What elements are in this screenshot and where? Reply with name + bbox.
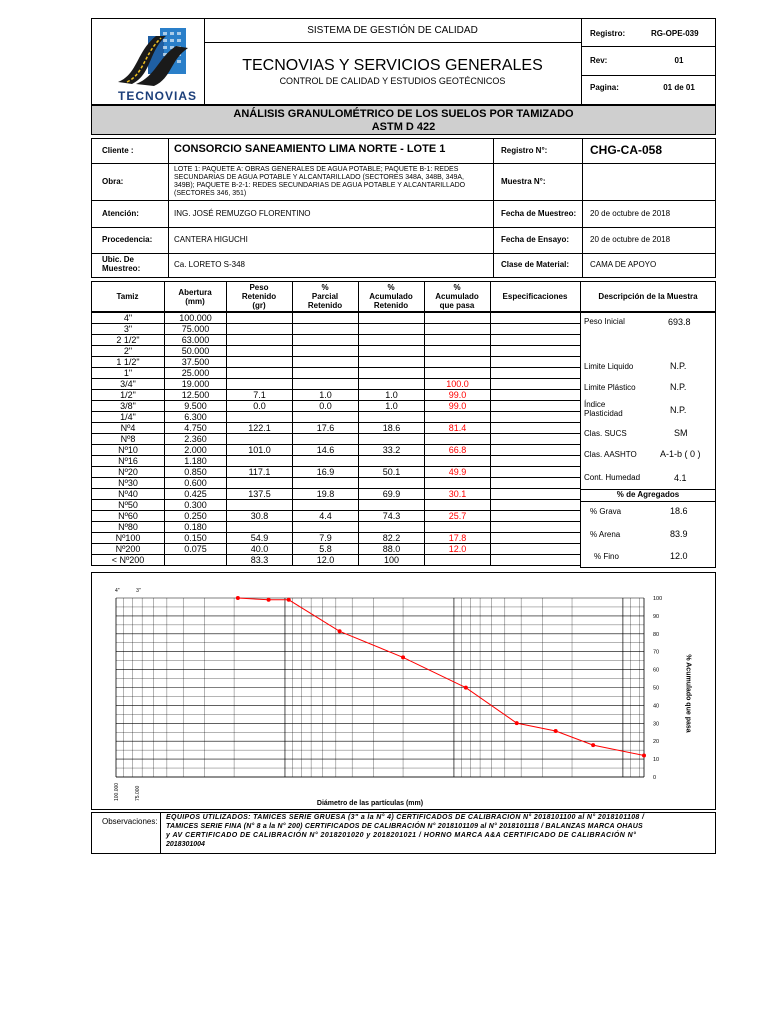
table-cell: 1.180 <box>165 456 227 467</box>
col-abertura-1: Abertura <box>178 288 212 297</box>
indice-value: N.P. <box>670 405 687 415</box>
table-cell: 12.0 <box>425 544 491 555</box>
table-cell: 83.3 <box>227 555 293 566</box>
table-cell: 2 1/2" <box>92 335 165 346</box>
table-cell <box>165 555 227 566</box>
table-row <box>92 511 581 522</box>
y-tick-label: 90 <box>653 613 660 620</box>
col-parcial-2: Parcial <box>311 292 339 301</box>
table-cell <box>227 368 293 379</box>
spec-cell <box>491 533 581 544</box>
spec-cell <box>491 511 581 522</box>
table-cell: Nº200 <box>92 544 165 555</box>
table-row <box>92 467 581 478</box>
registro-value: RG-OPE-039 <box>651 29 699 38</box>
cliente-label: Cliente : <box>102 146 134 155</box>
table-cell <box>425 324 491 335</box>
table-cell <box>425 434 491 445</box>
humedad-value: 4.1 <box>674 473 687 483</box>
limite-plastico-value: N.P. <box>670 382 687 392</box>
table-cell <box>359 522 425 533</box>
table-cell: 14.6 <box>293 445 359 456</box>
sieve-table <box>91 312 581 566</box>
table-cell: 25.7 <box>425 511 491 522</box>
spec-cell <box>491 544 581 555</box>
table-cell <box>425 346 491 357</box>
col-acumret-1: % <box>387 283 395 292</box>
series-line <box>238 598 644 756</box>
ubic-value: Ca. LORETO S-348 <box>174 260 245 269</box>
col-parcial-3: Retenido <box>307 301 343 310</box>
logo-text: TECNOVIAS <box>118 89 198 103</box>
table-cell: 9.500 <box>165 401 227 412</box>
table-cell: 37.500 <box>165 357 227 368</box>
limite-plastico-label: Limite Plástico <box>584 383 636 392</box>
table-cell: 19.000 <box>165 379 227 390</box>
spec-cell <box>491 401 581 412</box>
table-row <box>92 357 581 368</box>
table-row <box>92 401 581 412</box>
table-cell: 49.9 <box>425 467 491 478</box>
humedad-label: Cont. Humedad <box>584 473 641 482</box>
col-acumpasa-3: que pasa <box>439 301 475 310</box>
table-row <box>92 544 581 555</box>
table-cell: 2.360 <box>165 434 227 445</box>
table-cell <box>425 456 491 467</box>
table-cell <box>359 357 425 368</box>
data-point <box>267 598 271 602</box>
table-cell: Nº10 <box>92 445 165 456</box>
table-cell <box>227 346 293 357</box>
table-cell: Nº30 <box>92 478 165 489</box>
table-row <box>92 412 581 423</box>
grain-size-chart <box>91 572 716 810</box>
table-cell <box>425 357 491 368</box>
table-cell: Nº50 <box>92 500 165 511</box>
arena-value: 83.9 <box>670 529 688 539</box>
spec-cell <box>491 555 581 566</box>
table-cell: 0.180 <box>165 522 227 533</box>
table-row <box>92 335 581 346</box>
table-cell <box>359 379 425 390</box>
table-cell <box>359 346 425 357</box>
registro-label: Registro: <box>590 29 626 38</box>
table-cell <box>293 357 359 368</box>
table-cell: 17.6 <box>293 423 359 434</box>
table-cell: 19.8 <box>293 489 359 500</box>
fecha-muestreo-value: 20 de octubre de 2018 <box>590 209 671 218</box>
data-point <box>591 743 595 747</box>
y-tick-label: 0 <box>653 775 657 781</box>
table-cell <box>293 335 359 346</box>
table-cell: Nº100 <box>92 533 165 544</box>
table-cell: 1.0 <box>293 390 359 401</box>
fecha-ensayo-label: Fecha de Ensayo: <box>501 235 570 244</box>
grava-label: % Grava <box>590 507 622 516</box>
table-cell: 0.300 <box>165 500 227 511</box>
table-cell: 54.9 <box>227 533 293 544</box>
table-cell <box>425 522 491 533</box>
spec-cell <box>491 522 581 533</box>
table-cell: 88.0 <box>359 544 425 555</box>
series-points <box>236 596 646 758</box>
y-tick-label: 100 <box>653 596 663 602</box>
x-tick-labels <box>114 588 141 801</box>
table-cell <box>359 500 425 511</box>
obra-line-1: LOTE 1: PAQUETE A: OBRAS GENERALES DE AGUA POTABLE; PAQUETE B-1: REDES <box>174 166 459 173</box>
table-cell <box>227 324 293 335</box>
grava-value: 18.6 <box>670 506 688 516</box>
spec-cell <box>491 357 581 368</box>
table-cell: 50.000 <box>165 346 227 357</box>
top-sieve-label: 3" <box>136 588 141 594</box>
observaciones-line-3: y AV CERTIFICADO DE CALIBRACIÓN N° 2018201020 y 2018201021 / HORNO MARCA A&A CERTIFICADO DE CALIBRACIÓN N° <box>166 832 637 839</box>
observaciones-line-2: TAMICES SERIE FINA (N° 8 a la N° 200) CERTIFICADOS DE CALIBRACIÓN N° 2018101109 al N° 2018101118 / BALANZAS MARCA OHAUS <box>166 823 643 830</box>
y-tick-label: 40 <box>653 703 660 710</box>
spec-cell <box>491 335 581 346</box>
table-row <box>92 522 581 533</box>
table-row <box>92 368 581 379</box>
table-cell <box>227 412 293 423</box>
table-cell: 0.850 <box>165 467 227 478</box>
sucs-value: SM <box>674 428 688 438</box>
table-cell <box>227 335 293 346</box>
col-especificaciones: Especificaciones <box>502 292 568 301</box>
table-cell: 100.000 <box>165 313 227 324</box>
data-point <box>554 729 558 733</box>
col-parcial-1: % <box>321 283 329 292</box>
table-cell: 137.5 <box>227 489 293 500</box>
obra-label: Obra: <box>102 177 124 186</box>
table-cell <box>425 335 491 346</box>
table-cell <box>227 478 293 489</box>
table-cell <box>293 313 359 324</box>
table-cell: 6.300 <box>165 412 227 423</box>
table-row <box>92 379 581 390</box>
spec-cell <box>491 324 581 335</box>
indice-label-1: Índice <box>584 400 606 409</box>
table-cell: 0.150 <box>165 533 227 544</box>
table-cell: 82.2 <box>359 533 425 544</box>
table-cell <box>425 500 491 511</box>
table-cell: 12.0 <box>293 555 359 566</box>
spec-cell <box>491 423 581 434</box>
sucs-label: Clas. SUCS <box>584 429 627 438</box>
table-cell: 1 1/2" <box>92 357 165 368</box>
company-subtitle: CONTROL DE CALIDAD Y ESTUDIOS GEOTÉCNICOS <box>279 76 506 86</box>
table-row <box>92 478 581 489</box>
spec-cell <box>491 445 581 456</box>
table-row <box>92 500 581 511</box>
y-axis-label: % Acumulado que pasa <box>684 654 692 733</box>
spec-cell <box>491 478 581 489</box>
table-cell <box>293 368 359 379</box>
spec-cell <box>491 489 581 500</box>
table-cell <box>227 522 293 533</box>
table-cell: 33.2 <box>359 445 425 456</box>
registro-n-label: Registro N°: <box>501 146 548 155</box>
table-cell: 117.1 <box>227 467 293 478</box>
table-cell <box>425 368 491 379</box>
obra-line-2: SECUNDARIAS DE AGUA POTABLE Y ALCANTARILLADO (SECTORES 348A, 348B, 349A, <box>174 174 464 181</box>
y-tick-label: 80 <box>653 631 660 638</box>
table-row <box>92 313 581 324</box>
table-cell: 30.1 <box>425 489 491 500</box>
table-cell: 100 <box>359 555 425 566</box>
table-cell <box>227 434 293 445</box>
col-peso-3: (gr) <box>252 301 266 310</box>
table-cell: 4.750 <box>165 423 227 434</box>
table-cell <box>293 346 359 357</box>
table-cell: 1" <box>92 368 165 379</box>
chart-grid <box>116 598 644 777</box>
data-point <box>464 686 468 690</box>
col-peso-1: Peso <box>249 283 269 292</box>
table-cell <box>359 335 425 346</box>
report-title-line1: ANÁLISIS GRANULOMÉTRICO DE LOS SUELOS POR TAMIZADO <box>233 108 574 120</box>
table-cell: 5.8 <box>293 544 359 555</box>
table-cell: 40.0 <box>227 544 293 555</box>
table-row <box>92 555 581 566</box>
table-cell: < Nº200 <box>92 555 165 566</box>
table-cell: 69.9 <box>359 489 425 500</box>
table-cell: 4.4 <box>293 511 359 522</box>
table-cell: 63.000 <box>165 335 227 346</box>
agregados-header: % de Agregados <box>616 490 680 499</box>
observaciones-label: Observaciones: <box>102 817 158 826</box>
table-cell: 18.6 <box>359 423 425 434</box>
pagina-label: Pagina: <box>590 83 619 92</box>
table-cell <box>359 324 425 335</box>
data-point <box>338 629 342 633</box>
col-acumpasa-2: Acumulado <box>435 292 479 301</box>
table-cell: 81.4 <box>425 423 491 434</box>
spec-cell <box>491 434 581 445</box>
table-cell: 7.9 <box>293 533 359 544</box>
obra-line-4: (SECTORES 346, 351) <box>174 190 247 197</box>
table-cell <box>293 456 359 467</box>
x-axis-label: Diámetro de las partículas (mm) <box>316 800 424 807</box>
table-cell: 0.0 <box>227 401 293 412</box>
col-acumret-3: Retenido <box>373 301 409 310</box>
atencion-label: Atención: <box>102 209 139 218</box>
top-sieve-label: 4" <box>115 588 120 594</box>
table-cell <box>425 412 491 423</box>
company-name: TECNOVIAS Y SERVICIOS GENERALES <box>242 57 543 74</box>
clase-value: CAMA DE APOYO <box>590 260 657 269</box>
table-cell: 3/4" <box>92 379 165 390</box>
data-point <box>287 598 291 602</box>
ubic-label-1: Ubic. De <box>102 255 135 264</box>
table-cell: 66.8 <box>425 445 491 456</box>
aashto-label: Clas. AASHTO <box>584 450 637 459</box>
table-cell: 2.000 <box>165 445 227 456</box>
table-row <box>92 489 581 500</box>
data-point <box>515 721 519 725</box>
table-cell <box>227 313 293 324</box>
table-row <box>92 324 581 335</box>
rev-label: Rev: <box>590 56 608 65</box>
indice-label-2: Plasticidad <box>584 409 623 418</box>
table-cell <box>293 434 359 445</box>
spec-cell <box>491 500 581 511</box>
col-acumret-2: Acumulado <box>369 292 413 301</box>
table-cell: 4" <box>92 313 165 324</box>
table-cell <box>359 412 425 423</box>
table-cell: 1.0 <box>359 390 425 401</box>
table-cell <box>359 456 425 467</box>
table-row <box>92 346 581 357</box>
table-cell: 75.000 <box>165 324 227 335</box>
atencion-value: ING. JOSÉ REMUZGO FLORENTINO <box>174 209 311 218</box>
procedencia-value: CANTERA HIGUCHI <box>174 235 248 244</box>
table-cell: 12.500 <box>165 390 227 401</box>
table-cell: 50.1 <box>359 467 425 478</box>
table-cell: 7.1 <box>227 390 293 401</box>
table-cell: 0.600 <box>165 478 227 489</box>
table-cell: Nº60 <box>92 511 165 522</box>
table-cell: 0.0 <box>293 401 359 412</box>
cliente-value: CONSORCIO SANEAMIENTO LIMA NORTE - LOTE 1 <box>174 143 446 155</box>
obra-line-3: 349B); PAQUETE B-2-1: REDES SECUNDARIAS DE AGUA POTABLE Y ALCANTARILLADO <box>174 182 466 189</box>
table-cell: 30.8 <box>227 511 293 522</box>
y-tick-label: 50 <box>653 685 660 692</box>
spec-cell <box>491 456 581 467</box>
spec-cell <box>491 412 581 423</box>
y-tick-label: 20 <box>653 739 660 746</box>
table-row <box>92 456 581 467</box>
spec-cell <box>491 379 581 390</box>
table-cell <box>425 555 491 566</box>
col-abertura-2: (mm) <box>185 297 205 306</box>
table-cell: 122.1 <box>227 423 293 434</box>
info-block <box>91 138 716 278</box>
arena-label: % Arena <box>590 530 621 539</box>
table-cell: 2" <box>92 346 165 357</box>
table-cell <box>293 379 359 390</box>
y-tick-label: 30 <box>653 721 660 728</box>
table-cell: 101.0 <box>227 445 293 456</box>
table-cell: 99.0 <box>425 401 491 412</box>
table-cell: 16.9 <box>293 467 359 478</box>
table-cell: 1/4" <box>92 412 165 423</box>
observaciones-line-1: EQUIPOS UTILIZADOS: TAMICES SERIE GRUESA (3" a la N° 4) CERTIFICADOS DE CALIBRACIÓN N° 2018101100 al N° 2018101108 / <box>166 814 645 821</box>
fino-value: 12.0 <box>670 551 688 561</box>
table-cell: 3" <box>92 324 165 335</box>
table-cell <box>293 478 359 489</box>
data-point <box>236 596 240 600</box>
table-cell <box>425 478 491 489</box>
limite-liquido-value: N.P. <box>670 361 687 371</box>
table-cell: Nº16 <box>92 456 165 467</box>
table-row <box>92 445 581 456</box>
peso-inicial-label: Peso Inicial <box>584 317 625 326</box>
spec-cell <box>491 467 581 478</box>
y-tick-label: 60 <box>653 667 660 674</box>
fecha-ensayo-value: 20 de octubre de 2018 <box>590 235 671 244</box>
spec-cell <box>491 368 581 379</box>
x-tick-label: 100.000 <box>114 782 120 801</box>
table-cell <box>227 500 293 511</box>
table-cell: 74.3 <box>359 511 425 522</box>
table-cell: 100.0 <box>425 379 491 390</box>
spec-cell <box>491 346 581 357</box>
table-cell: 0.075 <box>165 544 227 555</box>
table-cell: Nº40 <box>92 489 165 500</box>
table-cell: Nº8 <box>92 434 165 445</box>
y-tick-label: 70 <box>653 649 660 656</box>
fecha-muestreo-label: Fecha de Muestreo: <box>501 209 577 218</box>
spec-cell <box>491 313 581 324</box>
data-point <box>642 754 646 758</box>
y-tick-label: 10 <box>653 757 660 764</box>
table-cell <box>293 522 359 533</box>
col-peso-2: Retenido <box>241 292 277 301</box>
aashto-value: A-1-b ( 0 ) <box>660 449 701 459</box>
muestra-n-label: Muestra N°: <box>501 177 546 186</box>
col-tamiz: Tamiz <box>116 292 139 301</box>
table-cell: 0.425 <box>165 489 227 500</box>
col-descripcion: Descripción de la Muestra <box>598 292 698 301</box>
table-row <box>92 423 581 434</box>
col-acumpasa-1: % <box>453 283 461 292</box>
table-cell <box>293 500 359 511</box>
limite-liquido-label: Limite Liquido <box>584 362 634 371</box>
x-tick-label: 75.000 <box>135 785 142 801</box>
table-cell <box>227 379 293 390</box>
peso-inicial-value: 693.8 <box>668 317 691 327</box>
table-cell <box>293 324 359 335</box>
table-cell: 25.000 <box>165 368 227 379</box>
pagina-value: 01 de 01 <box>663 83 695 92</box>
table-cell: Nº20 <box>92 467 165 478</box>
table-cell: Nº80 <box>92 522 165 533</box>
table-cell: 3/8" <box>92 401 165 412</box>
table-cell <box>293 412 359 423</box>
observaciones-line-4: 2018301004 <box>166 841 205 848</box>
registro-n-value: CHG-CA-058 <box>590 143 663 157</box>
data-point <box>401 655 405 659</box>
procedencia-label: Procedencia: <box>102 235 153 244</box>
rev-value: 01 <box>674 56 684 65</box>
fino-label: % Fino <box>594 552 619 561</box>
table-cell <box>227 456 293 467</box>
table-cell: 99.0 <box>425 390 491 401</box>
clase-label: Clase de Material: <box>501 260 570 269</box>
table-row <box>92 533 581 544</box>
table-cell <box>227 357 293 368</box>
spec-cell <box>491 390 581 401</box>
table-cell: 0.250 <box>165 511 227 522</box>
table-cell: Nº4 <box>92 423 165 434</box>
table-cell <box>425 313 491 324</box>
table-cell: 17.8 <box>425 533 491 544</box>
ubic-label-2: Muestreo: <box>102 264 141 273</box>
table-cell: 1.0 <box>359 401 425 412</box>
table-cell: 1/2" <box>92 390 165 401</box>
table-cell <box>359 478 425 489</box>
y-tick-labels <box>653 596 662 781</box>
report-title-line2: ASTM D 422 <box>371 121 436 133</box>
table-cell <box>359 434 425 445</box>
table-row <box>92 390 581 401</box>
table-cell <box>359 368 425 379</box>
system-title: SISTEMA DE GESTIÓN DE CALIDAD <box>307 25 478 36</box>
table-row <box>92 434 581 445</box>
table-cell <box>359 313 425 324</box>
